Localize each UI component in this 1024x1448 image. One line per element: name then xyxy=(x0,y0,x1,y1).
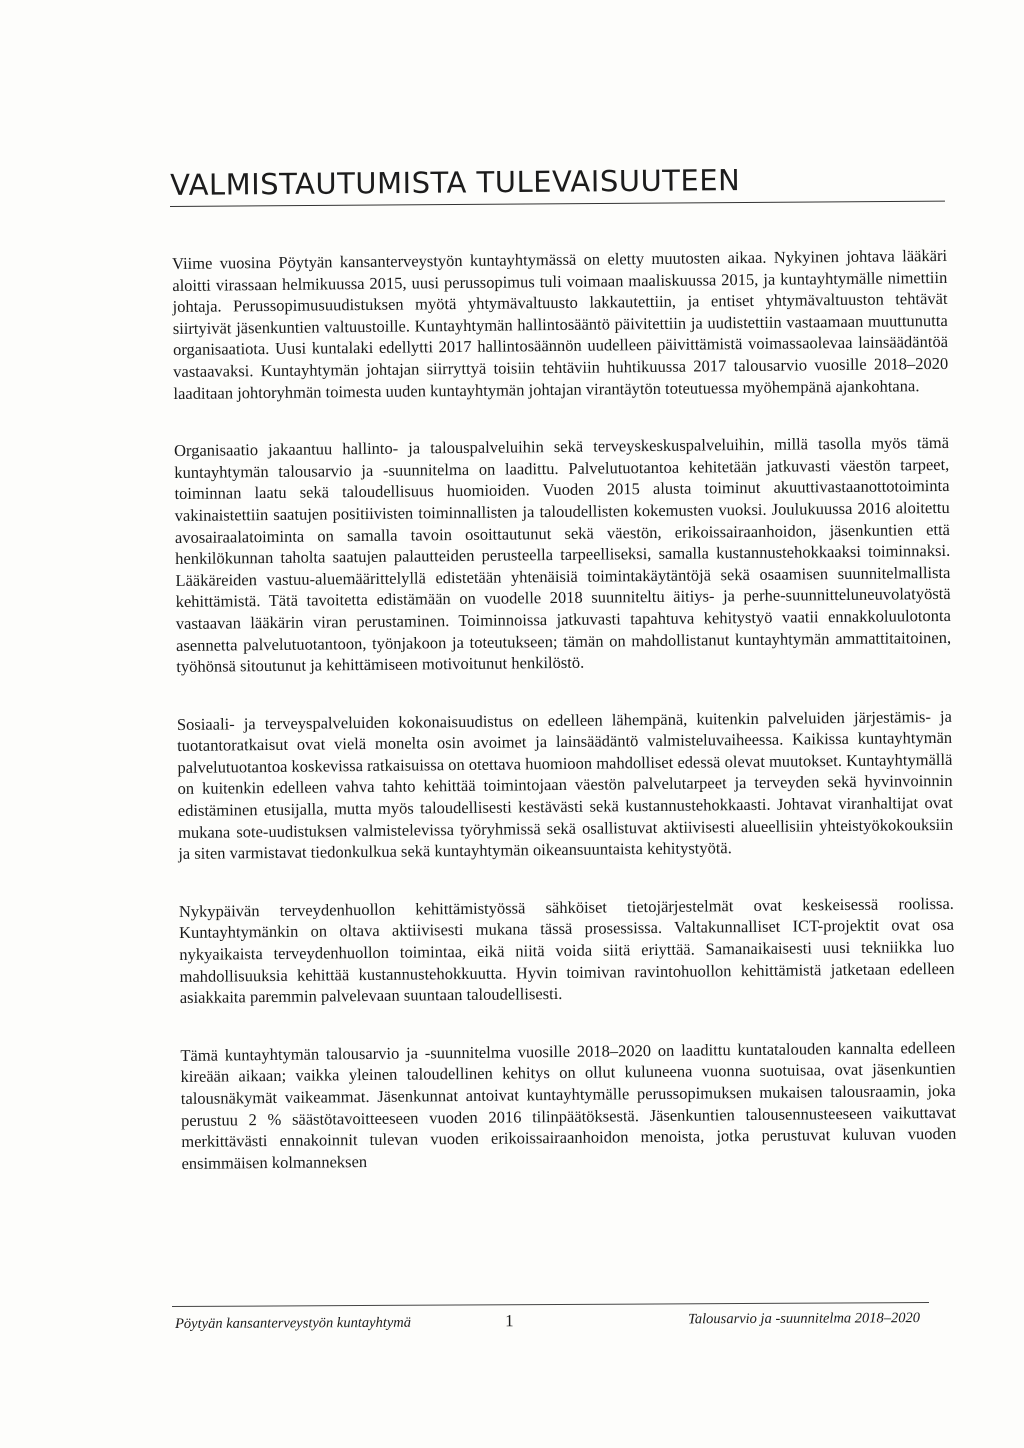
page-footer xyxy=(175,1309,920,1337)
paragraph-3: Sosiaali- ja terveyspalveluiden kokonaisuudistus on edelleen lähempänä, kuitenkin palveluiden järjestämis- ja tuotantoratkaisut ovat vielä monelta osin avoimet ja lainsäädäntö valmisteluvaiheessa. Kaikissa kuntayhtymän palvelutuotantoa koskevissa ratkaisuissa on otettava huomioon mahdolliset edessä olevat muutokset. Kuntayhtymällä on kuitenkin edelleen vahva tahto kehittää toimintojaan väestön palvelutarpeet ja terveyden sekä hyvinvoinnin edistäminen etusijalla, mutta myös taloudellisesti kestävästi sekä kustannustehokkaasti. Johtavat viranhaltijat ovat mukana sote-uudistuksen valmistelevissa työryhmissä sekä osallistuvat aktiivisesti alueellisiin yhteistyökokouksiin ja siten varmistavat tiedonkulkua sekä kuntayhtymän oikeansuuntaista kehitystyötä. xyxy=(176,706,954,864)
page-title: VALMISTAUTUMISTA TULEVAISUUTEEN xyxy=(170,163,741,202)
paragraph-5: Tämä kuntayhtymän talousarvio ja -suunnitelma vuosille 2018–2020 on laadittu kuntatalouden kannalta edelleen kireään aikaan; vaikka yleinen taloudellinen kehitys on ollut kuluneena vuonna suotuisaa, ovat jäsenkuntien talousnäkymät vaikeammat. Jäsenkunnat antoivat kuntayhtymälle perussopimuksen mukaisen talousraamin, joka perustuu 2 % säästötavoitteeseen vuoden 2016 tilinpäätöksestä. Jäsenkuntien talousennusteeseen vaikuttavat merkittävästi ennakoinnit tulevan vuoden erikoissairaanhoidon menoista, jotka perustuvat kuluvan vuoden ensimmäisen kolmanneksen xyxy=(180,1037,957,1173)
paragraph-2: Organisaatio jakaantuu hallinto- ja talouspalveluihin sekä terveyskeskuspalveluihin, millä tasolla myös tämä kuntayhtymän talousarvio ja -suunnitelma on laadittu. Palvelutuotantoa kehitetään jatkuvasti väestön tarpeet, toiminnan laatu sekä taloudellisuus huomioiden. Vuoden 2015 alusta toiminut akuuttivastaanottotoiminta vakinaistettiin saatujen positiivisten toiminnallisten ja taloudellisten kokemusten vuoksi. Joulukuussa 2016 aloitettu avosairaalatoiminta on samalla tavoin osoittautunut sekä väestön, erikoissairaanhoidon, jäsenkuntien että henkilökunnan taholta saatujen palautteiden perusteella tarpeelliseksi, samalla kustannustehokkaaksi toiminnaksi. Lääkäreiden vastuu-aluemäärittelyllä edistetään yhtenäisiä toimintakäytäntöjä sekä osaamisen suunnitelmallista kehittämistä. Tätä tavoitetta edistämään on vuodelle 2018 suunniteltu äitiys- ja perhe-suunnitteluneuvolatyöstä vastaavan lääkärin viran perustaminen. Toiminnoissa jatkuvasti tapahtuva kehitystyö vaatii ennakkoluulotonta asennetta palvelutuotantoon, työnjakoon ja toteutukseen; tämän on mahdollistanut kuntayhtymän ammattitaitoinen, työhönsä sitoutunut ja kehittämiseen motivoitunut henkilöstö. xyxy=(173,433,952,677)
footer-document-name: Talousarvio ja -suunnitelma 2018–2020 xyxy=(688,1310,921,1328)
paragraph-4: Nykypäivän terveydenhuollon kehittämistyössä sähköiset tietojärjestelmät ovat keskeisessä roolissa. Kuntayhtymänkin on oltava aktiivisesti mukana tässä prosessissa. Valtakunnalliset ICT-projektit ovat osa nykyaikaista terveydenhuollon toimintaa, eikä niitä voida siitä eriyttää. Samanaikaisesti uusi tekniikka luo mahdollisuuksia kehittää kustannustehokkuutta. Hyvin toimivan ravintohuollon kehittämistä jatketaan edelleen asiakkaita paremmin palvelevaan suuntaan taloudellisesti. xyxy=(178,893,955,1008)
paragraph-1: Viime vuosina Pöytyän kansanterveystyön kuntayhtymässä on eletty muutosten aikaa. Nykyinen johtava lääkäri aloitti virassaan helmikuussa 2015, uusi perussopimus tuli voimaan maaliskuussa 2015, ja kuntayhtymälle nimettiin johtaja. Perussopimusuudistuksen myötä yhtymävaltuusto lakkautettiin, ja entiset yhtymävaltuuston tehtävät siirtyivät jäsenkuntien valtuustoille. Kuntayhtymän hallintosääntö päivitettiin ja uudistettiin vastaamaan muuttunutta organisaatiota. Uusi kuntalaki edellytti 2017 hallintosäännön uudelleen päivittämistä voimassaolevaa lainsäädäntöä vastaavaksi. Kuntayhtymän johtajan siirryttyä toisiin tehtäviin huhtikuussa 2017 talousarvio vuosille 2018–2020 laaditaan johtoryhmän toimesta uuden kuntayhtymän johtajan virantäytön toteutuessa myöhempänä ajankohtana. xyxy=(172,245,949,403)
footer-divider xyxy=(172,1302,929,1307)
footer-organization: Pöytyän kansanterveystyön kuntayhtymä xyxy=(175,1314,412,1332)
title-underline xyxy=(170,201,945,207)
document-body xyxy=(172,245,957,1174)
page-number: 1 xyxy=(504,1311,514,1331)
